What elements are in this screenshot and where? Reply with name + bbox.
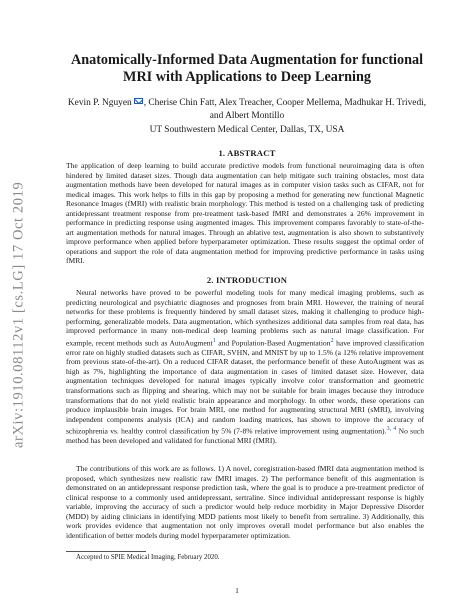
authors-line-1 xyxy=(40,97,454,110)
intro-p1-text-c: have improved classification error rate on highly studied datasets such as CIFAR, SVHN, and MNIST by up to 1.5% (a 12% relative improvement from previous state-of-the-art). On a reduced CIFAR dataset, the performance benefit of these AutoAugment was as high as 7%, highlighting the importance of data augmentation in cases of limited dataset size. However, data augmentation techniques developed for natural images typically involve color transformation and geometric transformations such as flipping and shearing, which may not be suitable for brain images because they introduce transformations that do not yield realistic brain appearance and morphology. In other words, these operations can produce implausible brain images. For brain MRI, one method for augmenting structural MRI (sMRI), involving independent components analysis (ICA) and random loading matrices, has shown to improve the accuracy of schizophrenia vs. healthy control classification by 5% (7-8% relative improvement using augmentation). xyxy=(66,338,424,436)
introduction-heading: 2. INTRODUCTION xyxy=(206,275,288,285)
intro-paragraph-2: The contributions of this work are as follows. 1) A novel, coregistration-based fMRI data augmentation method is proposed, which synthesizes new realistic raw fMRI images. 2) The performance benefit of this augmentation is demonstrated on an antidepressant response prediction task, where the goal is to produce a pre-treatment predictor of clinical response to a commonly used antidepressant, sertraline. Since individual antidepressant response is highly variable, improving the accuracy of such a predictor would help reduce morbidity in Major Depressive Disorder (MDD) by aiding clinicians in identifying MDD patients most likely to benefit from sertraline. 3) Additionally, this work provides evidence that augmentation not only improves overall model performance but also enables the identification of better models during model hyperparameter optimization. xyxy=(66,464,424,540)
page-number: 1 xyxy=(235,586,239,595)
title-line-2: MRI with Applications to Deep Learning xyxy=(123,69,371,85)
intro-p1-text-d: No such method has been developed and validated for functional MRI (fMRI). xyxy=(66,426,424,446)
paper-title xyxy=(40,52,454,86)
intro-paragraph-1 xyxy=(66,288,424,446)
title-line-1: Anatomically-Informed Data Augmentation for functional xyxy=(70,52,424,68)
footnote-rule xyxy=(66,551,146,552)
intro-p1-text-a: Neural networks have proved to be powerful modeling tools for many medical imaging problems, such as predicting neurological and psychiatric diagnoses and prognoses from brain MRI. However, the training of neural networks for these problems is frequently hindered by small dataset sizes, making it challenging to produce high-performing, generalizable models. Data augmentation, which synthesizes additional data samples from real data, has improved performance in many non-medical deep learning problems such as natural image classification. For example, recent methods such as AutoAugment xyxy=(66,288,424,348)
author-list xyxy=(40,97,454,122)
affiliation: UT Southwestern Medical Center, Dallas, TX, USA xyxy=(149,125,345,135)
abstract-heading: 1. ABSTRACT xyxy=(218,148,276,158)
authors-rest: , Cherise Chin Fatt, Alex Treacher, Cooper Mellema, Madhukar H. Trivedi, xyxy=(143,98,427,108)
authors-line-2: and Albert Montillo xyxy=(209,110,285,121)
citation-2[interactable]: 2 xyxy=(330,336,334,344)
citation-1[interactable]: 1 xyxy=(212,336,216,344)
arxiv-stamp[interactable]: arXiv:1910.08112v1 [cs.LG] 17 Oct 2019 xyxy=(10,181,27,449)
citation-3-4[interactable]: 3, 4 xyxy=(386,425,397,433)
footnote: Accepted to SPIE Medical Imaging, February 2020. xyxy=(76,554,220,561)
abstract-text: The application of deep learning to build accurate predictive models from functional neuroimaging data is often hindered by limited dataset sizes. Though data augmentation can help mitigate such training obstacles, most data augmentation methods have been developed for natural images as in computer vision tasks such as CIFAR, not for medical images. This work helps to fills in this gap by proposing a method for generating new functional Magnetic Resonance Images (fMRI) with realistic brain morphology. This method is tested on a challenging task of predicting antidepressant treatment response from pre-treatment task-based fMRI and demonstrates a 26% improvement in performance in predicting response using augmented images. This improvement compares favorably to state-of-the-art augmentation methods for natural images. Through an ablative test, augmentation is also shown to substantively improve performance when applied before hyperparameter optimization. These results suggest the optimal order of operations and support the role of data augmentation method for improving predictive performance in tasks using fMRI. xyxy=(66,161,424,266)
envelope-icon[interactable] xyxy=(134,98,143,104)
author-first: Kevin P. Nguyen xyxy=(67,98,132,108)
intro-p1-text-b: and Population-Based Augmentation xyxy=(215,338,331,348)
